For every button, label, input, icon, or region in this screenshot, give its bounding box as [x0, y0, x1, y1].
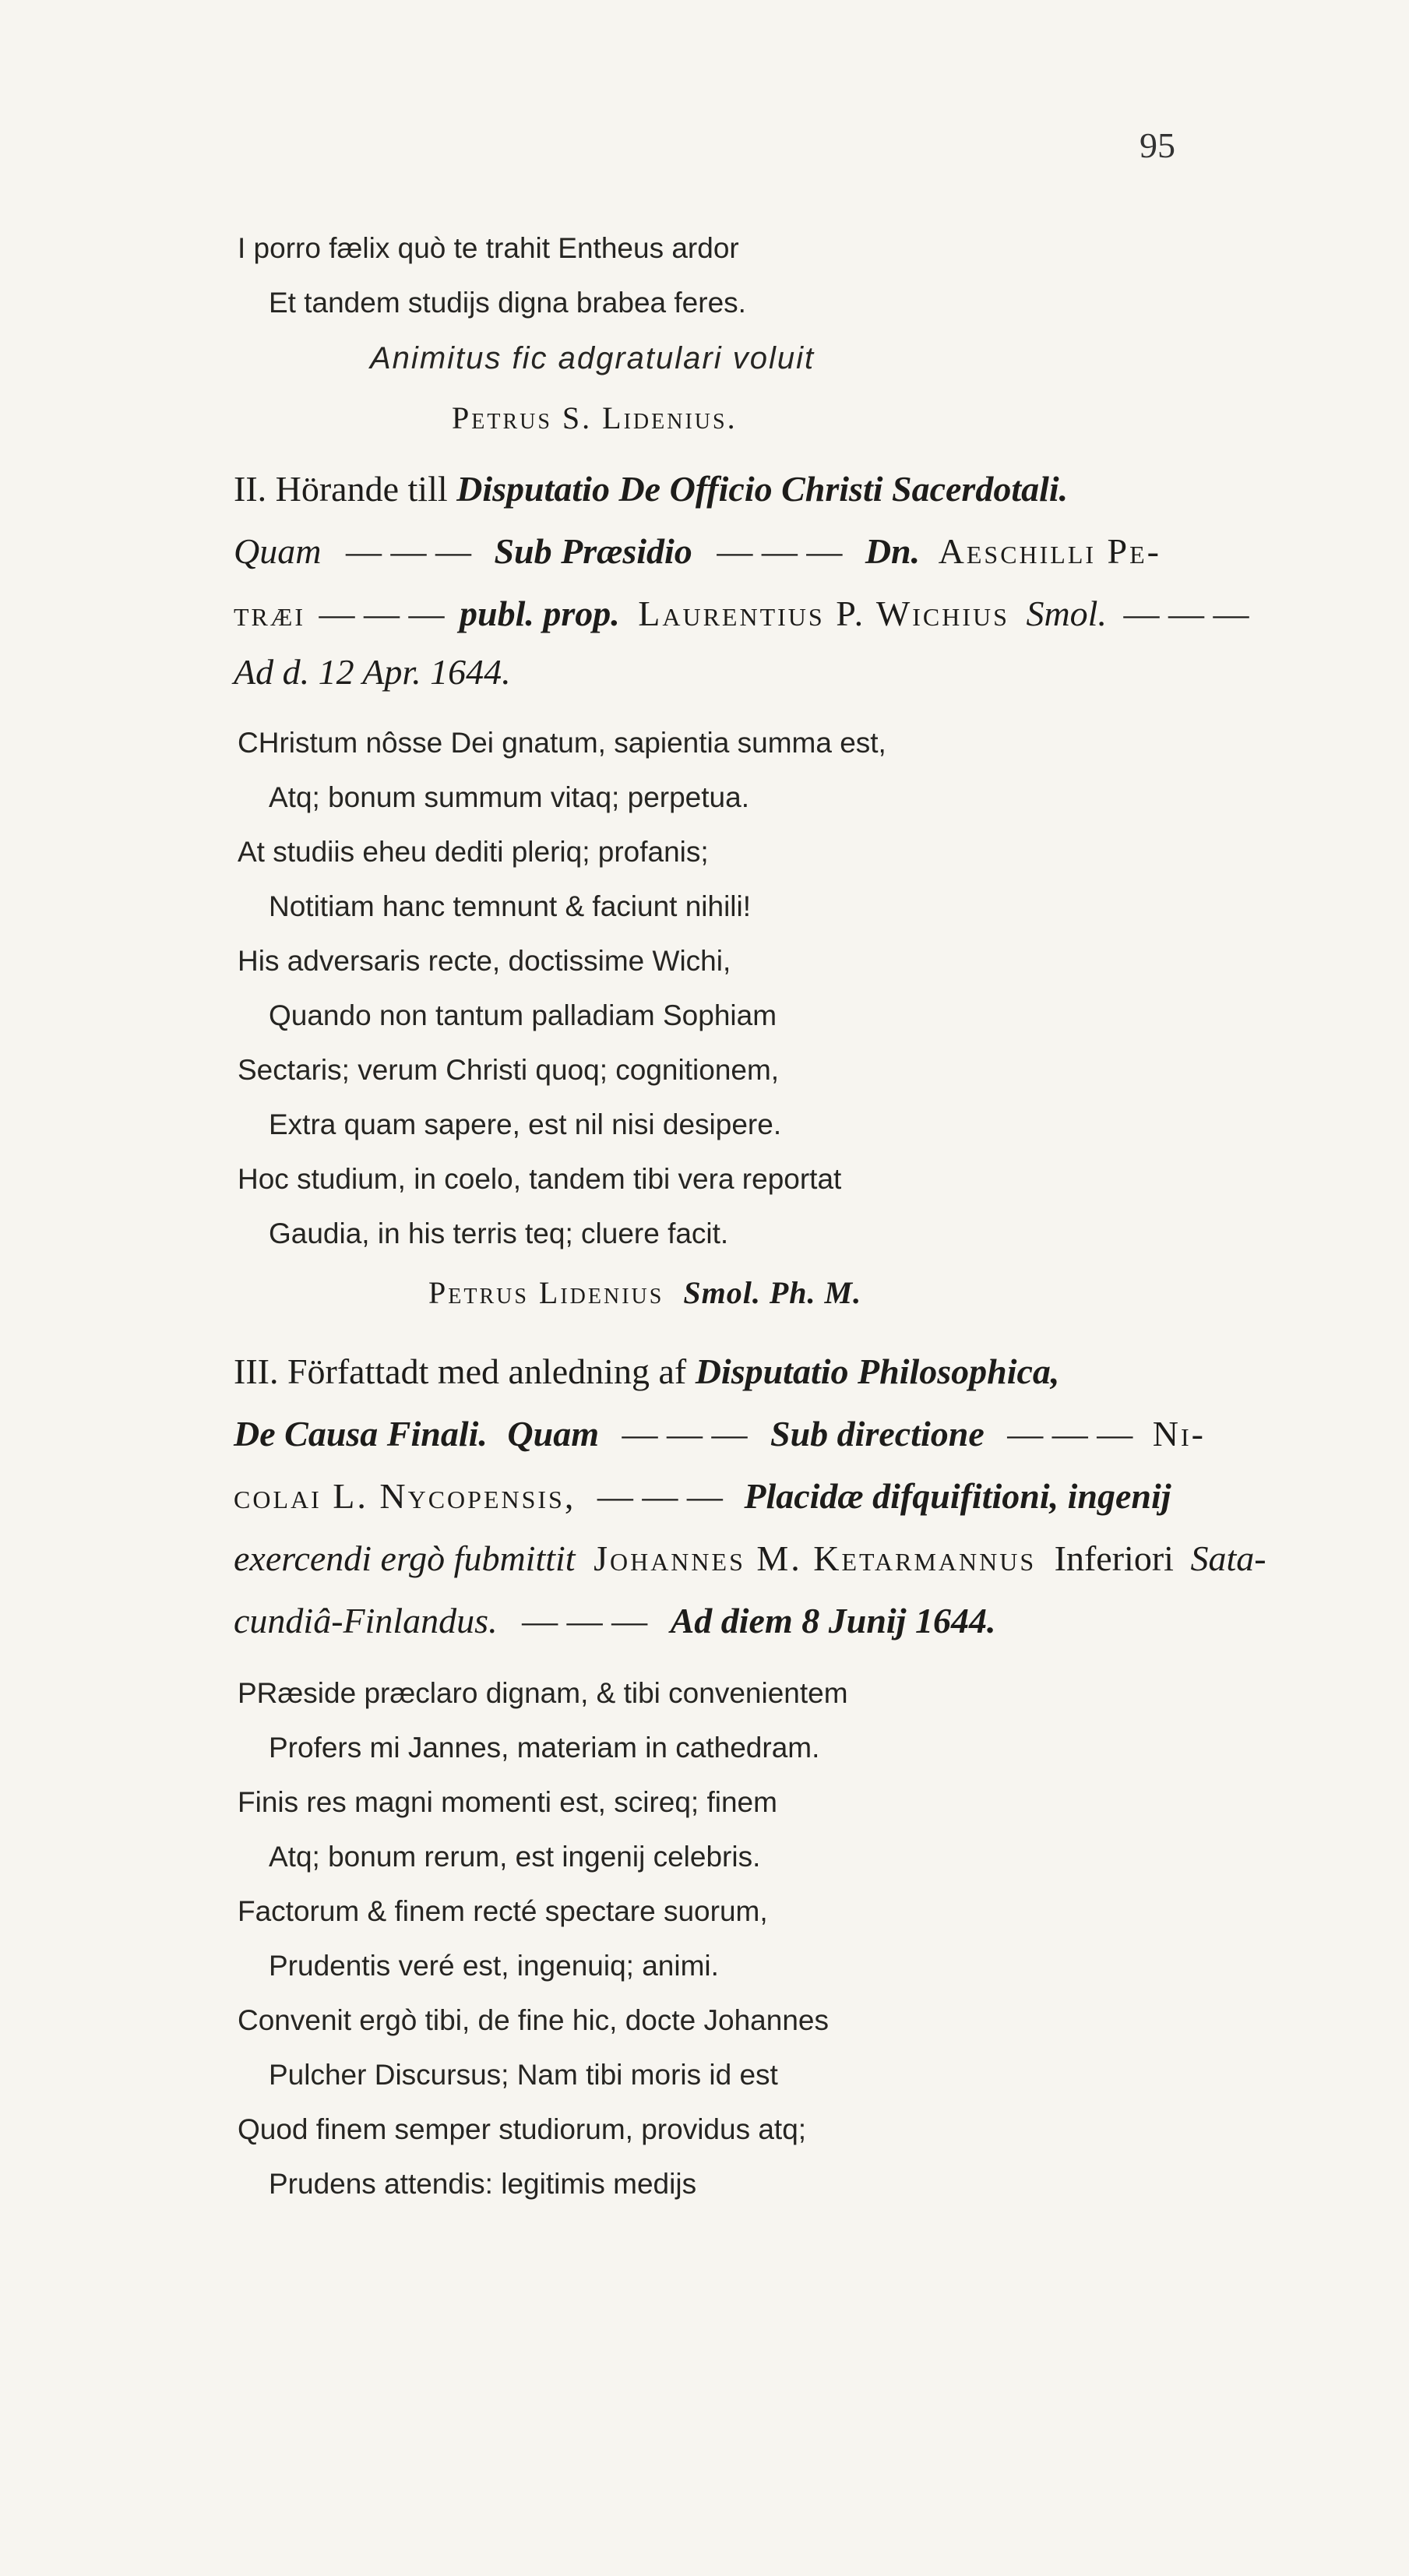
entry2-dn: Dn.: [865, 531, 921, 571]
poem2-signature-name: Petrus Lidenius: [428, 1275, 664, 1310]
poem3-line-7: Convenit ergò tibi, de fine hic, docte Johannes: [238, 2004, 829, 2036]
poem3-line-6: Prudentis veré est, ingenuiq; animi.: [269, 1950, 719, 1982]
entry2-heading-line-1: [234, 471, 1068, 507]
entry3-dash-d: — — —: [522, 1601, 648, 1640]
poem2-line-6: Quando non tantum palladiam Sophiam: [269, 999, 777, 1031]
entry3-sata: Sata-: [1190, 1538, 1266, 1578]
entry3-heading-line-5: [234, 1603, 995, 1639]
poem3-line-9: Quod finem semper studiorum, providus atq;: [238, 2113, 807, 2145]
entry3-dash-b: — — —: [1007, 1414, 1133, 1454]
poem3-line-2: Profers mi Jannes, materiam in cathedram.: [269, 1732, 820, 1764]
poem1-line-2: Et tandem studijs digna brabea feres.: [269, 287, 746, 319]
poem2-line-5: His adversaris recte, doctissime Wichi,: [238, 945, 731, 977]
entry3-inferiori: Inferiori: [1054, 1538, 1174, 1578]
entry3-title-cont: De Causa Finali.: [234, 1414, 488, 1454]
entry2-quam: Quam: [234, 531, 322, 571]
entry3-sub-directione: Sub directione: [770, 1414, 985, 1454]
entry2-heading-line-2: [234, 531, 1161, 571]
entry3-director-name: Ni-: [1152, 1414, 1206, 1454]
entry3-prefix: III. Författadt med anledning af: [234, 1351, 696, 1391]
entry3-dash-a: — — —: [622, 1414, 748, 1454]
entry2-dash-c: — — —: [319, 594, 445, 633]
entry2-sub-praesidio: Sub Præsidio: [494, 531, 692, 571]
poem3-line-3: Finis res magni momenti est, scireq; finem: [238, 1786, 777, 1818]
entry2-title: Disputatio De Officio Christi Sacerdotali.: [456, 469, 1069, 509]
entry2-praeses-name-cont: træi: [234, 594, 305, 633]
entry2-dash-d: — — —: [1123, 594, 1249, 633]
entry3-quam: Quam: [507, 1414, 600, 1454]
entry3-heading-line-2: [234, 1416, 1206, 1452]
entry2-respondent: Laurentius P. Wichius: [638, 594, 1009, 633]
entry3-director-name-cont: colai L. Nycopensis,: [234, 1476, 576, 1516]
page-number: 95: [1140, 125, 1175, 165]
poem2-line-3: At studiis eheu dediti pleriq; profanis;: [238, 836, 709, 868]
poem3-line-5: Factorum & finem recté spectare suorum,: [238, 1895, 768, 1927]
poem1-line-1: I porro fælix quò te trahit Entheus ardor: [238, 232, 739, 264]
poem2-line-2: Atq; bonum summum vitaq; perpetua.: [269, 781, 749, 813]
poem3-line-4: Atq; bonum rerum, est ingenij celebris.: [269, 1841, 761, 1873]
poem2-signature: [428, 1277, 861, 1309]
entry3-date: Ad diem 8 Junij 1644.: [670, 1601, 996, 1640]
entry3-heading-line-1: [234, 1351, 1060, 1391]
entry2-date: Ad d. 12 Apr. 1644.: [234, 652, 511, 692]
entry3-dash-c: — — —: [597, 1476, 723, 1516]
poem1-sign-italic: Animitus fic adgratulari voluit: [370, 341, 815, 375]
entry3-exercendi: exercendi ergò fubmittit: [234, 1538, 576, 1578]
poem3-line-8: Pulcher Discursus; Nam tibi moris id est: [269, 2059, 778, 2091]
poem2-line-10: Gaudia, in his terris teq; cluere facit.: [269, 1218, 729, 1249]
poem2-line-8: Extra quam sapere, est nil nisi desipere.: [269, 1108, 782, 1140]
entry2-prefix: II. Hörande till: [234, 469, 457, 509]
poem2-signature-suffix: Smol. Ph. M.: [683, 1275, 862, 1310]
poem3-line-10: Prudens attendis: legitimis medijs: [269, 2168, 697, 2200]
entry2-dash-a: — — —: [345, 531, 471, 571]
entry2-smol: Smol.: [1026, 594, 1107, 633]
entry2-heading-line-3: [234, 596, 1249, 632]
entry3-heading-line-4: [234, 1538, 1266, 1578]
poem2-line-1: CHristum nôsse Dei gnatum, sapientia summa est,: [238, 727, 886, 759]
poem2-line-4: Notitiam hanc temnunt & faciunt nihili!: [269, 890, 752, 922]
poem1-signature: Petrus S. Lidenius.: [452, 400, 738, 435]
poem2-line-9: Hoc studium, in coelo, tandem tibi vera reportat: [238, 1163, 842, 1195]
entry3-heading-line-3: [234, 1478, 1171, 1514]
entry3-title: Disputatio Philosophica,: [695, 1351, 1060, 1391]
entry3-respondent: Johannes M. Ketarmannus: [594, 1538, 1037, 1578]
poem2-line-7: Sectaris; verum Christi quoq; cognitionem,: [238, 1054, 780, 1086]
entry2-publ-prop: publ. prop.: [460, 594, 620, 633]
entry2-praeses-name: Aeschilli Pe-: [938, 531, 1161, 571]
entry3-placidae: Placidæ difquifitioni, ingenij: [744, 1476, 1171, 1516]
poem3-line-1: PRæside præclaro dignam, & tibi convenientem: [238, 1677, 848, 1709]
entry2-dash-b: — — —: [717, 531, 843, 571]
entry3-finlandus: cundiâ-Finlandus.: [234, 1601, 498, 1640]
